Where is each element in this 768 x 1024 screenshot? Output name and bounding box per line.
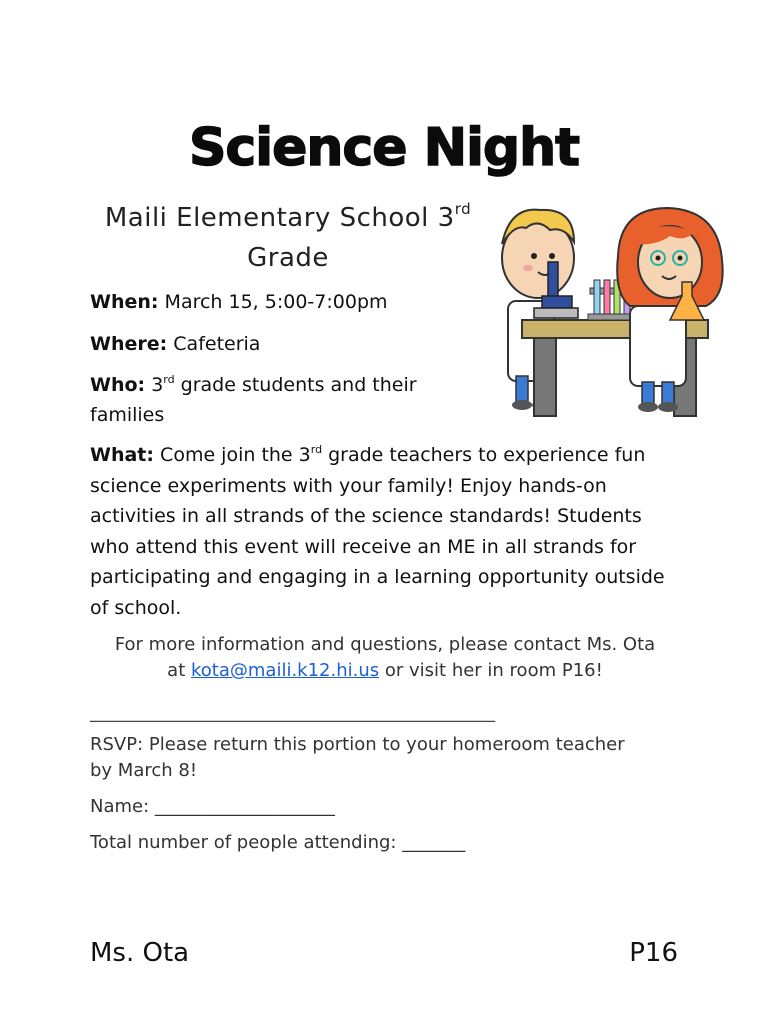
who-label: Who: xyxy=(90,374,146,396)
who-line xyxy=(90,370,450,430)
when-value: March 15, 5:00-7:00pm xyxy=(164,291,388,313)
page-title: Science Night xyxy=(188,118,580,178)
what-paragraph xyxy=(90,440,690,623)
what-text-5: participating and engaging in a learning opportunity outside xyxy=(90,566,665,588)
science-kids-illustration xyxy=(490,196,740,421)
school-grade: Grade xyxy=(247,243,329,273)
cut-line: _____________________________________________ xyxy=(90,702,495,723)
email-link[interactable]: kota@maili.k12.hi.us xyxy=(191,660,380,681)
what-text-pre: Come join the 3 xyxy=(160,444,311,466)
school-heading xyxy=(88,198,488,278)
what-text-6: of school. xyxy=(90,596,182,619)
ordinal-suffix: rd xyxy=(454,200,472,218)
girl-figure xyxy=(617,208,722,412)
who-ordinal-suffix: rd xyxy=(163,373,175,386)
what-text-1: grade teachers to experience fun xyxy=(328,444,646,466)
who-value: grade students and their xyxy=(180,374,417,396)
rsvp-text-2: by March 8! xyxy=(90,760,198,781)
name-field: Name: ____________________ xyxy=(90,796,335,817)
who-ordinal: 3 xyxy=(151,374,164,396)
where-label: Where: xyxy=(90,333,168,355)
rsvp-text-1: RSVP: Please return this portion to your homeroom teacher xyxy=(90,734,625,755)
what-text-3: activities in all strands of the science standards! Students xyxy=(90,505,642,527)
footer-room: P16 xyxy=(629,938,678,968)
what-text-4: who attend this event will receive an ME in all strands for xyxy=(90,535,637,558)
contact-post: or visit her in room P16! xyxy=(384,660,603,681)
rsvp-instructions xyxy=(90,732,625,784)
what-text-2: science experiments with your family! Enjoy hands-on xyxy=(90,474,607,497)
where-value: Cafeteria xyxy=(173,333,261,355)
when-line xyxy=(90,287,388,317)
when-label: When: xyxy=(90,291,159,313)
where-line xyxy=(90,329,260,359)
school-name: Maili Elementary School 3 xyxy=(104,203,455,233)
attendance-field: Total number of people attending: _______ xyxy=(90,832,466,853)
what-label: What: xyxy=(90,444,154,466)
footer-teacher: Ms. Ota xyxy=(90,938,190,968)
what-ordinal-suffix: rd xyxy=(310,443,323,456)
contact-info xyxy=(90,632,680,684)
who-value-2: families xyxy=(90,404,165,426)
contact-text: For more information and questions, please contact Ms. Ota xyxy=(114,634,656,655)
contact-pre: at xyxy=(167,660,186,681)
